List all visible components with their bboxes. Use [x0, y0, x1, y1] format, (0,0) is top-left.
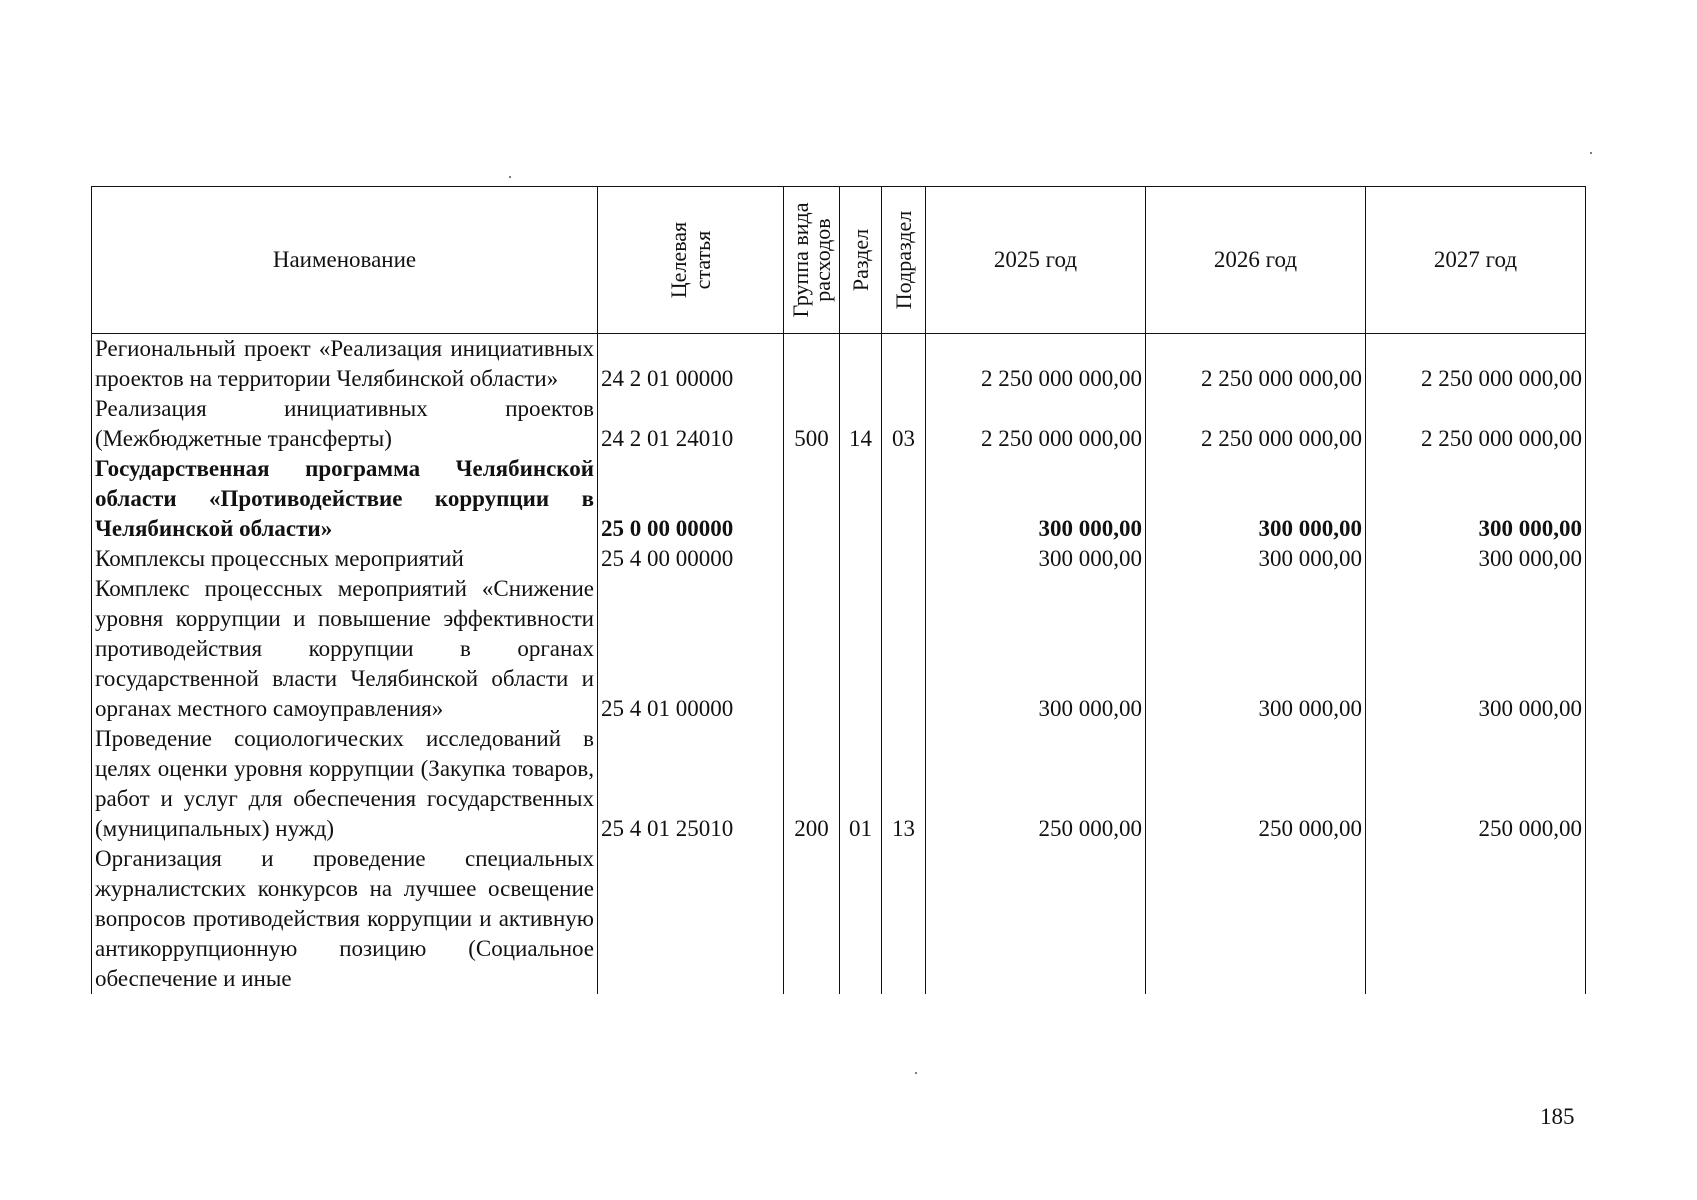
row-target-article [598, 844, 784, 994]
table-row [92, 724, 1586, 844]
row-amount-2027 [1366, 844, 1586, 994]
header-subsection-label: Подраздел [890, 210, 916, 310]
row-subsection [882, 454, 926, 544]
row-subsection [882, 844, 926, 994]
row-section [840, 334, 882, 395]
row-subsection [882, 574, 926, 724]
table-row [92, 454, 1586, 544]
row-amount-2027: 2 250 000 000,00 [1366, 334, 1586, 395]
table-row [92, 574, 1586, 724]
scan-speck [1590, 152, 1592, 154]
row-amount-2025: 250 000,00 [926, 724, 1146, 844]
row-section: 01 [840, 724, 882, 844]
scan-speck [509, 176, 511, 178]
row-expense-group [784, 544, 840, 574]
row-target-article: 24 2 01 00000 [598, 334, 784, 395]
budget-table [91, 186, 1586, 994]
row-subsection: 03 [882, 394, 926, 454]
row-amount-2025: 2 250 000 000,00 [926, 334, 1146, 395]
row-section [840, 574, 882, 724]
row-amount-2025: 300 000,00 [926, 574, 1146, 724]
table-row [92, 544, 1586, 574]
row-amount-2027: 300 000,00 [1366, 574, 1586, 724]
table-header [92, 187, 1586, 334]
row-target-article: 25 0 00 00000 [598, 454, 784, 544]
row-amount-2025 [926, 844, 1146, 994]
row-amount-2026: 250 000,00 [1146, 724, 1366, 844]
row-subsection [882, 334, 926, 395]
row-amount-2026 [1146, 844, 1366, 994]
row-name: Проведение социологических исследований в целях оценки уровня коррупции (Закупка товаров, работ и услуг для обеспечения государственных (муниципальных) нужд) [92, 724, 598, 844]
row-amount-2027: 300 000,00 [1366, 544, 1586, 574]
row-expense-group [784, 334, 840, 395]
header-section [840, 187, 882, 334]
header-year-2025: 2025 год [926, 187, 1146, 334]
row-amount-2025: 300 000,00 [926, 544, 1146, 574]
header-year-2027: 2027 год [1366, 187, 1586, 334]
table-body [92, 334, 1586, 995]
page-number: 185 [1540, 1104, 1575, 1129]
row-amount-2025: 300 000,00 [926, 454, 1146, 544]
row-section: 14 [840, 394, 882, 454]
row-target-article: 25 4 00 00000 [598, 544, 784, 574]
row-subsection: 13 [882, 724, 926, 844]
row-target-article: 24 2 01 24010 [598, 394, 784, 454]
header-subsection [882, 187, 926, 334]
header-target-article [598, 187, 784, 334]
row-target-article: 25 4 01 00000 [598, 574, 784, 724]
row-section [840, 544, 882, 574]
row-amount-2027: 2 250 000 000,00 [1366, 394, 1586, 454]
header-expense-group [784, 187, 840, 334]
row-section [840, 844, 882, 994]
row-amount-2026: 300 000,00 [1146, 454, 1366, 544]
header-expense-group-label: Группа вида расходов [787, 202, 835, 318]
row-amount-2027: 250 000,00 [1366, 724, 1586, 844]
row-amount-2026: 2 250 000 000,00 [1146, 334, 1366, 395]
row-expense-group [784, 844, 840, 994]
row-expense-group [784, 574, 840, 724]
row-expense-group: 500 [784, 394, 840, 454]
row-name: Государственная программа Челябинской области «Противодействие коррупции в Челябинской области» [92, 454, 598, 544]
header-target-article-label: Целевая статья [665, 221, 715, 299]
row-name: Реализация инициативных проектов (Межбюджетные трансферты) [92, 394, 598, 454]
row-amount-2026: 2 250 000 000,00 [1146, 394, 1366, 454]
row-amount-2025: 2 250 000 000,00 [926, 394, 1146, 454]
table-row [92, 334, 1586, 395]
row-name: Комплекс процессных мероприятий «Снижение уровня коррупции и повышение эффективности противодействия коррупции в органах государственной власти Челябинской области и органах местного самоуправления» [92, 574, 598, 724]
row-amount-2026: 300 000,00 [1146, 544, 1366, 574]
row-target-article: 25 4 01 25010 [598, 724, 784, 844]
row-expense-group [784, 454, 840, 544]
row-amount-2027: 300 000,00 [1366, 454, 1586, 544]
row-section [840, 454, 882, 544]
table-row [92, 844, 1586, 994]
header-name: Наименование [92, 187, 598, 334]
header-section-label: Раздел [847, 228, 873, 292]
row-name: Комплексы процессных мероприятий [92, 544, 598, 574]
row-expense-group: 200 [784, 724, 840, 844]
row-name: Региональный проект «Реализация инициативных проектов на территории Челябинской области» [92, 334, 598, 395]
scan-speck [915, 1072, 917, 1074]
row-name: Организация и проведение специальных журналистских конкурсов на лучшее освещение вопросов противодействия коррупции и активную антикоррупционную позицию (Социальное обеспечение и иные [92, 844, 598, 994]
table-row [92, 394, 1586, 454]
row-amount-2026: 300 000,00 [1146, 574, 1366, 724]
header-year-2026: 2026 год [1146, 187, 1366, 334]
row-subsection [882, 544, 926, 574]
